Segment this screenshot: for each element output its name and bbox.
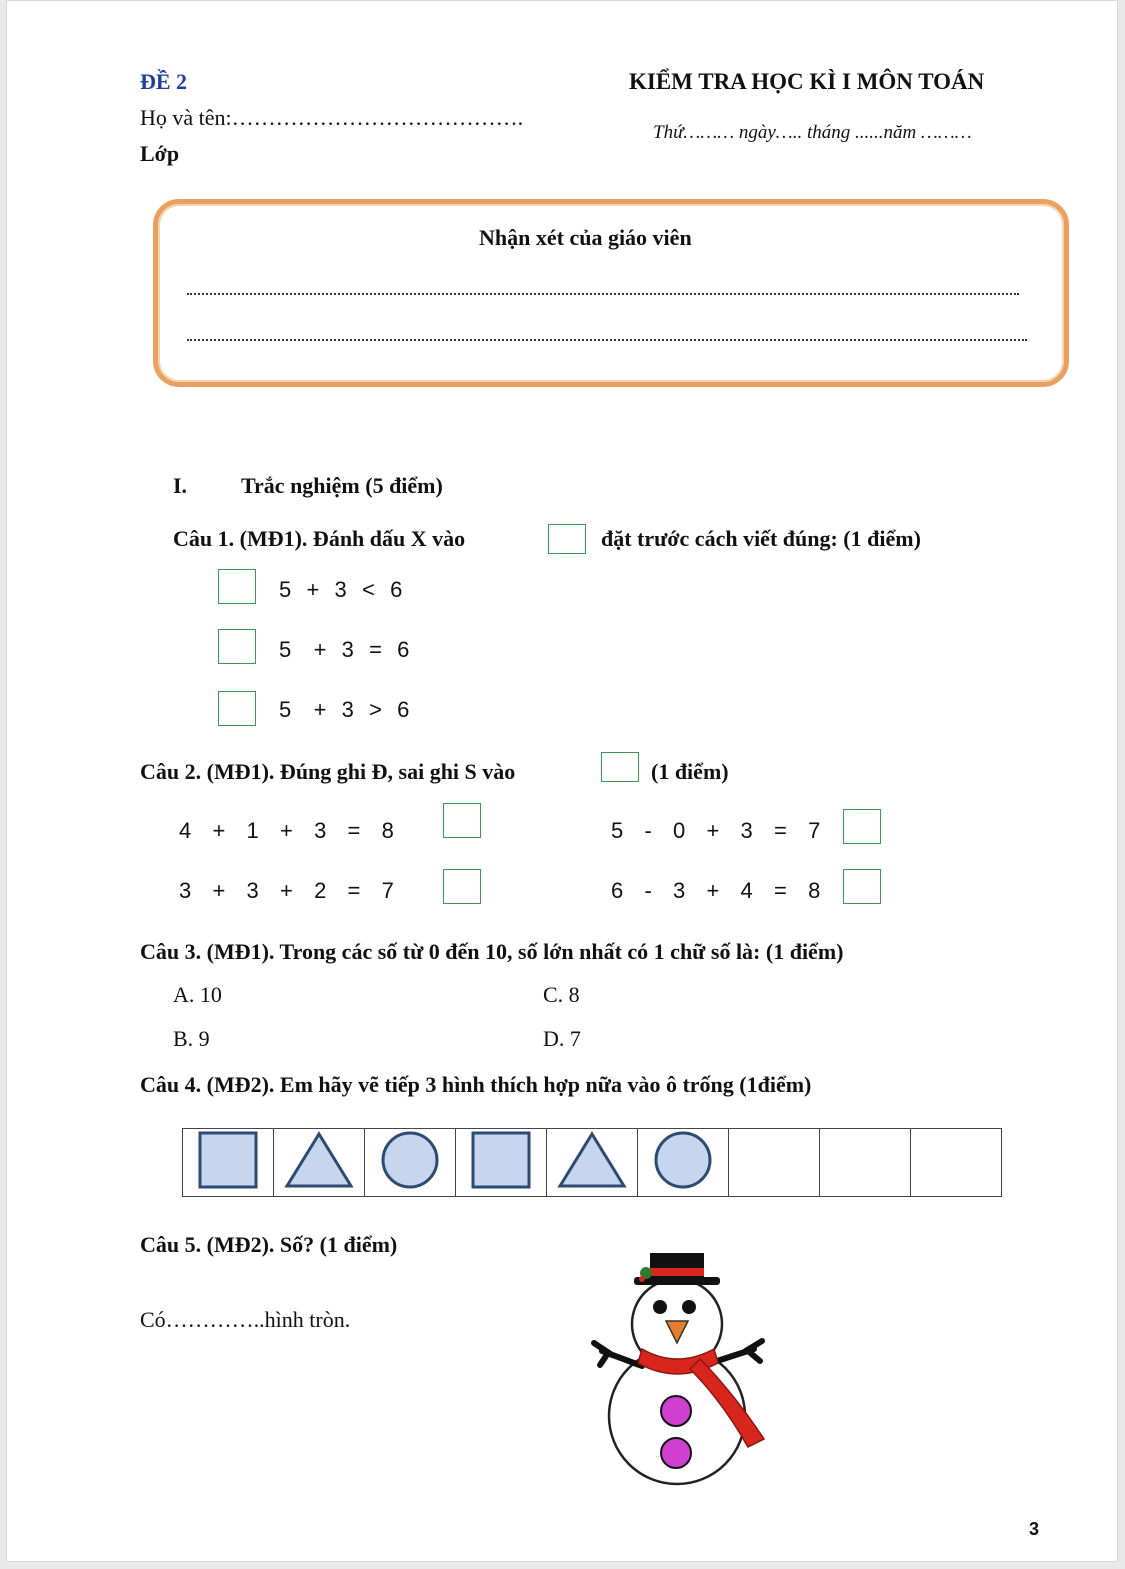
comment-line-1[interactable] (187, 293, 1019, 295)
snowman-illustration (572, 1251, 802, 1491)
q1-prompt-suffix: đặt trước cách viết đúng: (1 điểm) (601, 526, 921, 551)
name-label: Họ và tên:…………………………………. (140, 105, 524, 130)
right-arm (717, 1341, 762, 1361)
q2-inline-box (601, 752, 639, 782)
snowman-eye-right (682, 1300, 696, 1314)
snowman-button-2 (661, 1438, 691, 1468)
sequence-empty-cell-9[interactable] (911, 1129, 1002, 1197)
q1-inline-box (548, 524, 586, 554)
triangle-icon (557, 1131, 627, 1189)
q2-item-3-answer-box[interactable] (443, 869, 481, 904)
q2-item-4-answer-box[interactable] (843, 869, 881, 904)
q1-prompt: Câu 1. (MĐ1). Đánh dấu X vào (173, 526, 466, 551)
q1-option-1-checkbox[interactable] (218, 569, 256, 604)
snowman-eye-left (653, 1300, 667, 1314)
q2-item-2-answer-box[interactable] (843, 809, 881, 844)
q1-option-1: 5 + 3 < 6 (279, 577, 404, 602)
square-icon (196, 1131, 260, 1189)
q5-answer-line[interactable]: Có…………..hình tròn. (140, 1307, 351, 1332)
sequence-empty-cell-8[interactable] (820, 1129, 911, 1197)
sequence-cell-5 (547, 1129, 638, 1197)
q1-option-2-checkbox[interactable] (218, 629, 256, 664)
triangle-icon (284, 1131, 354, 1189)
sequence-cell-6 (638, 1129, 729, 1197)
date-line: Thứ……… ngày….. tháng ......năm ……… (653, 122, 972, 143)
class-label: Lớp (140, 141, 180, 166)
snowman-button-1 (661, 1396, 691, 1426)
q3-option-d[interactable]: D. 7 (543, 1026, 581, 1051)
q2-prompt-suffix: (1 điểm) (651, 759, 729, 784)
sequence-empty-cell-7[interactable] (729, 1129, 820, 1197)
q3-prompt: Câu 3. (MĐ1). Trong các số từ 0 đến 10, số lớn nhất có 1 chữ số là: (1 điểm) (140, 939, 844, 964)
sequence-cell-2 (274, 1129, 365, 1197)
shape-sequence-table (182, 1128, 1002, 1197)
q2-item-3: 3 + 3 + 2 = 7 (179, 878, 395, 903)
teacher-comment-title: Nhận xét của giáo viên (479, 225, 692, 250)
hat-band (650, 1268, 704, 1276)
q2-item-2: 5 - 0 + 3 = 7 (611, 818, 822, 843)
section-title: Trắc nghiệm (5 điểm) (241, 473, 443, 498)
page-number: 3 (1029, 1519, 1040, 1539)
circle-icon (379, 1129, 441, 1191)
q1-option-3-checkbox[interactable] (218, 691, 256, 726)
exam-code: ĐỀ 2 (140, 69, 188, 94)
q3-option-a[interactable]: A. 10 (173, 982, 222, 1007)
q4-prompt: Câu 4. (MĐ2). Em hãy vẽ tiếp 3 hình thích hợp nữa vào ô trống (1điểm) (140, 1072, 812, 1097)
section-number: I. (173, 473, 188, 498)
q2-item-1: 4 + 1 + 3 = 8 (179, 818, 395, 843)
circle-icon (652, 1129, 714, 1191)
q2-item-1-answer-box[interactable] (443, 803, 481, 838)
sequence-cell-3 (365, 1129, 456, 1197)
exam-title: KIỂM TRA HỌC KÌ I MÔN TOÁN (629, 69, 985, 94)
q1-option-3: 5 + 3 > 6 (279, 697, 411, 722)
q5-prompt: Câu 5. (MĐ2). Số? (1 điểm) (140, 1232, 398, 1257)
square-icon (469, 1131, 533, 1189)
sequence-cell-1 (183, 1129, 274, 1197)
left-arm (594, 1343, 642, 1366)
q3-option-c[interactable]: C. 8 (543, 982, 580, 1007)
sequence-cell-4 (456, 1129, 547, 1197)
q3-option-b[interactable]: B. 9 (173, 1026, 210, 1051)
q2-prompt: Câu 2. (MĐ1). Đúng ghi Đ, sai ghi S vào (140, 759, 516, 784)
q2-item-4: 6 - 3 + 4 = 8 (611, 878, 822, 903)
worksheet-page (6, 0, 1118, 1562)
q1-option-2: 5 + 3 = 6 (279, 637, 411, 662)
comment-line-2[interactable] (187, 339, 1027, 341)
